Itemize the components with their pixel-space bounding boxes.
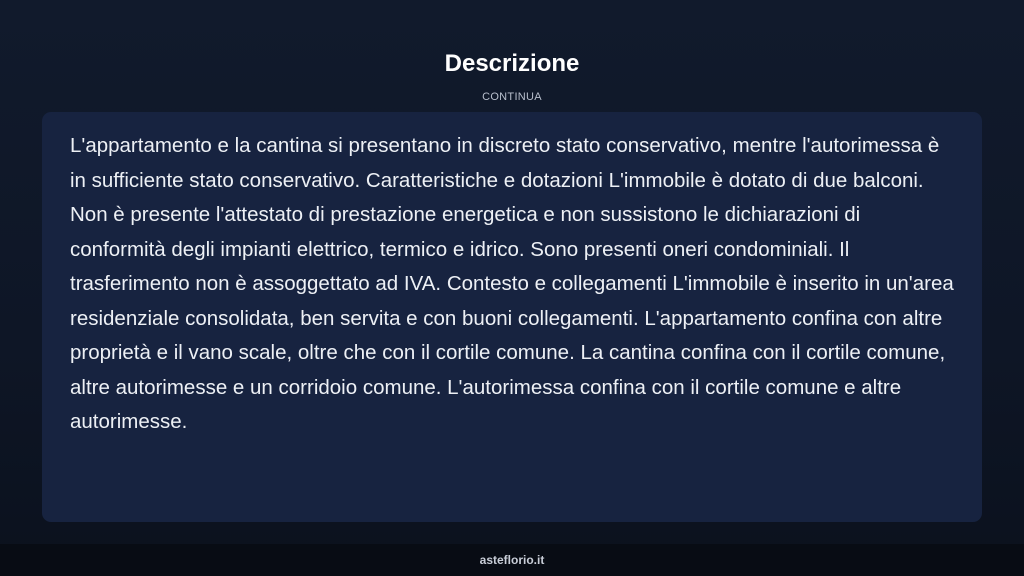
footer-bar xyxy=(0,544,1024,576)
description-text: L'appartamento e la cantina si presentano in discreto stato conservativo, mentre l'autorimessa è in sufficiente stato conservativo. Caratteristiche e dotazioni L'immobile è dotato di due balconi. Non è presente l'attestato di prestazione energetica e non sussistono le dichiarazioni di conformità degli impianti elettrico, termico e idrico. Sono presenti oneri condominiali. Il trasferimento non è assoggettato ad IVA. Contesto e collegamenti L'immobile è inserito in un'area residenziale consolidata, ben servita e con buoni collegamenti. L'appartamento confina con altre proprietà e il vano scale, oltre che con il cortile comune. La cantina confina con il cortile comune, altre autorimesse e un corridoio comune. L'autorimessa confina con il cortile comune e altre autorimesse. xyxy=(70,134,954,433)
site-name: asteflorio.it xyxy=(479,553,545,567)
description-card xyxy=(42,112,982,522)
continue-label: CONTINUA xyxy=(482,91,542,103)
page-title: Descrizione xyxy=(444,50,580,77)
header xyxy=(0,50,1024,104)
